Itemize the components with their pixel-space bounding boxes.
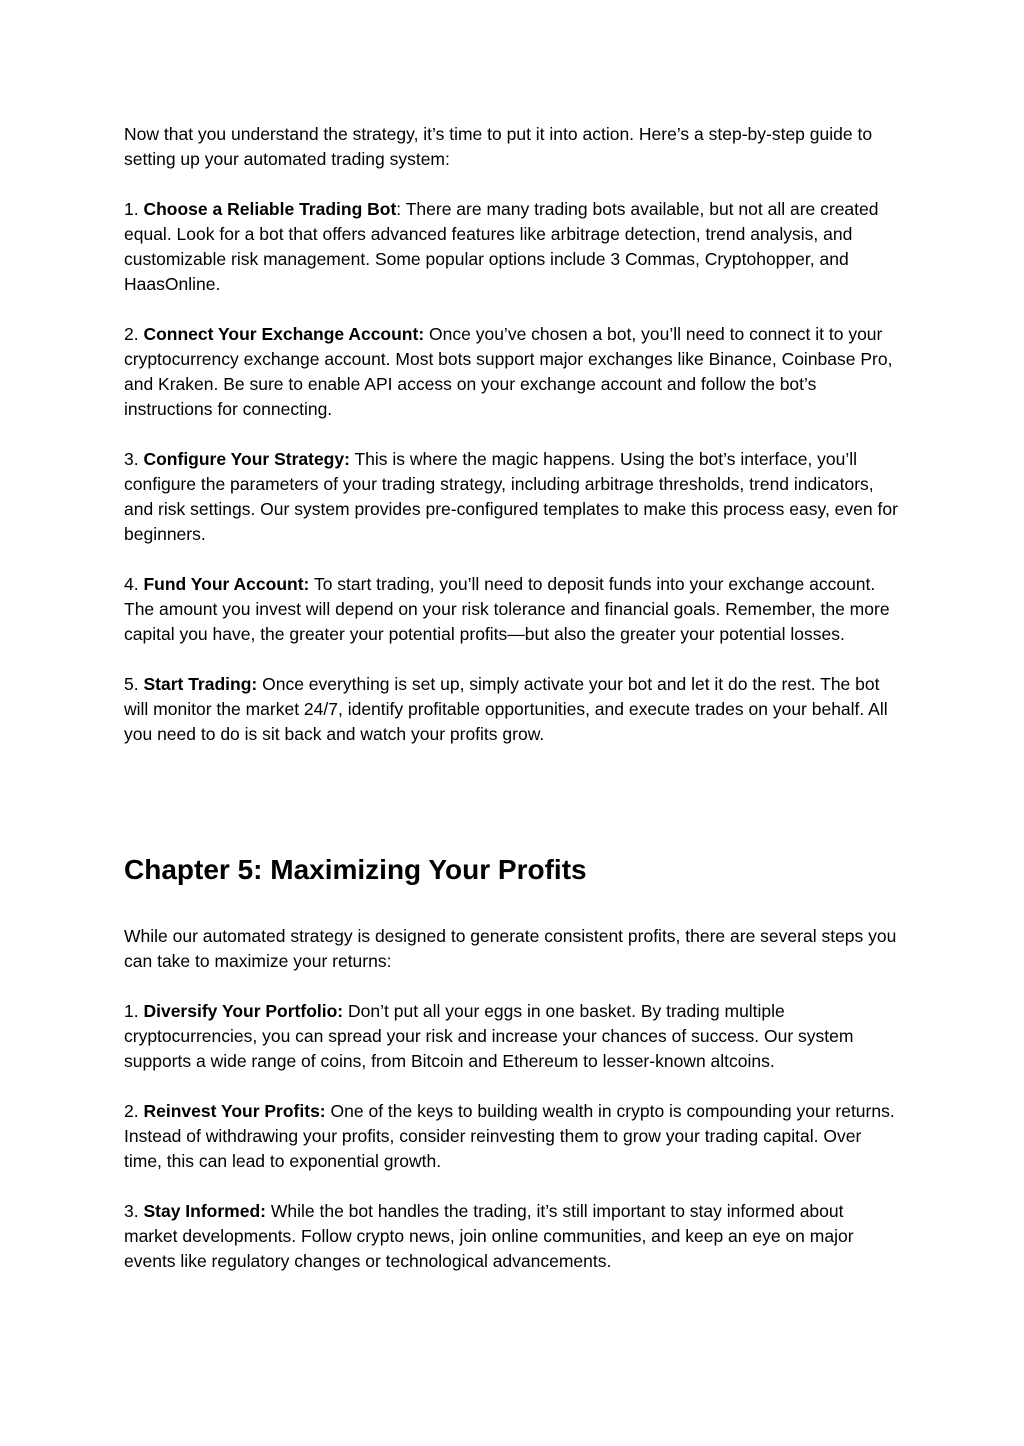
step-title: Diversify Your Portfolio:	[143, 1001, 344, 1021]
step-separator: :	[396, 199, 406, 219]
step-number: 2.	[124, 1101, 144, 1121]
step-number: 1.	[124, 199, 144, 219]
intro-paragraph: Now that you understand the strategy, it’s time to put it into action. Here’s a step-by-step guide to setting up your automated trading system:	[124, 124, 873, 169]
setup-step-2	[124, 322, 900, 422]
profit-step-1	[124, 999, 900, 1074]
step-title: Fund Your Account:	[143, 574, 310, 594]
step-text: To start trading, you’ll need to deposit funds into your exchange account. The amount you invest will depend on your risk tolerance and financial goals. Remember, the more capital you have, the greater your potential profits—but also the greater your potential losses.	[124, 574, 890, 644]
step-number: 4.	[124, 574, 144, 594]
profit-step-3	[124, 1199, 900, 1274]
step-title: Start Trading:	[143, 674, 258, 694]
chapter-intro-paragraph: While our automated strategy is designed to generate consistent profits, there are several steps you can take to maximize your returns:	[124, 926, 897, 971]
step-text: Once everything is set up, simply activate your bot and let it do the rest. The bot will monitor the market 24/7, identify profitable opportunities, and execute trades on your behalf. All you need to do is sit back and watch your profits grow.	[124, 674, 888, 744]
step-title: Choose a Reliable Trading Bot	[143, 199, 397, 219]
step-number: 3.	[124, 449, 144, 469]
step-text: Once you’ve chosen a bot, you’ll need to connect it to your cryptocurrency exchange account. Most bots support major exchanges like Binance, Coinbase Pro, and Kraken. Be sure to enable API access on your exchange account and follow the bot’s instructions for connecting.	[124, 324, 893, 419]
step-title: Stay Informed:	[143, 1201, 266, 1221]
step-number: 2.	[124, 324, 144, 344]
setup-step-4	[124, 572, 900, 647]
setup-step-1	[124, 197, 900, 297]
step-text: This is where the magic happens. Using the bot’s interface, you’ll configure the parameters of your trading strategy, including arbitrage thresholds, trend indicators, and risk settings. Our system provides pre-configured templates to make this process easy, even for beginners.	[124, 449, 898, 544]
step-text: Don’t put all your eggs in one basket. By trading multiple cryptocurrencies, you can spread your risk and increase your chances of success. Our system supports a wide range of coins, from Bitcoin and Ethereum to lesser-known altcoins.	[124, 1001, 854, 1071]
step-text: There are many trading bots available, but not all are created equal. Look for a bot that offers advanced features like arbitrage detection, trend analysis, and customizable risk management. Some popular options include 3 Commas, Cryptohopper, and HaasOnline.	[124, 199, 879, 294]
profit-step-2	[124, 1099, 900, 1174]
profits-section	[124, 924, 900, 1274]
setup-step-3	[124, 447, 900, 547]
step-title: Connect Your Exchange Account:	[143, 324, 425, 344]
step-number: 5.	[124, 674, 144, 694]
setup-step-5	[124, 672, 900, 747]
step-text: While the bot handles the trading, it’s still important to stay informed about market developments. Follow crypto news, join online communities, and keep an eye on major events like regulatory changes or technological advancements.	[124, 1201, 854, 1271]
step-number: 3.	[124, 1201, 144, 1221]
step-title: Configure Your Strategy:	[143, 449, 350, 469]
step-text: One of the keys to building wealth in crypto is compounding your returns. Instead of withdrawing your profits, consider reinvesting them to grow your trading capital. Over time, this can lead to exponential growth.	[124, 1101, 895, 1171]
chapter-heading: Chapter 5: Maximizing Your Profits	[124, 854, 587, 885]
setup-section	[124, 122, 900, 747]
step-number: 1.	[124, 1001, 144, 1021]
step-title: Reinvest Your Profits:	[143, 1101, 326, 1121]
